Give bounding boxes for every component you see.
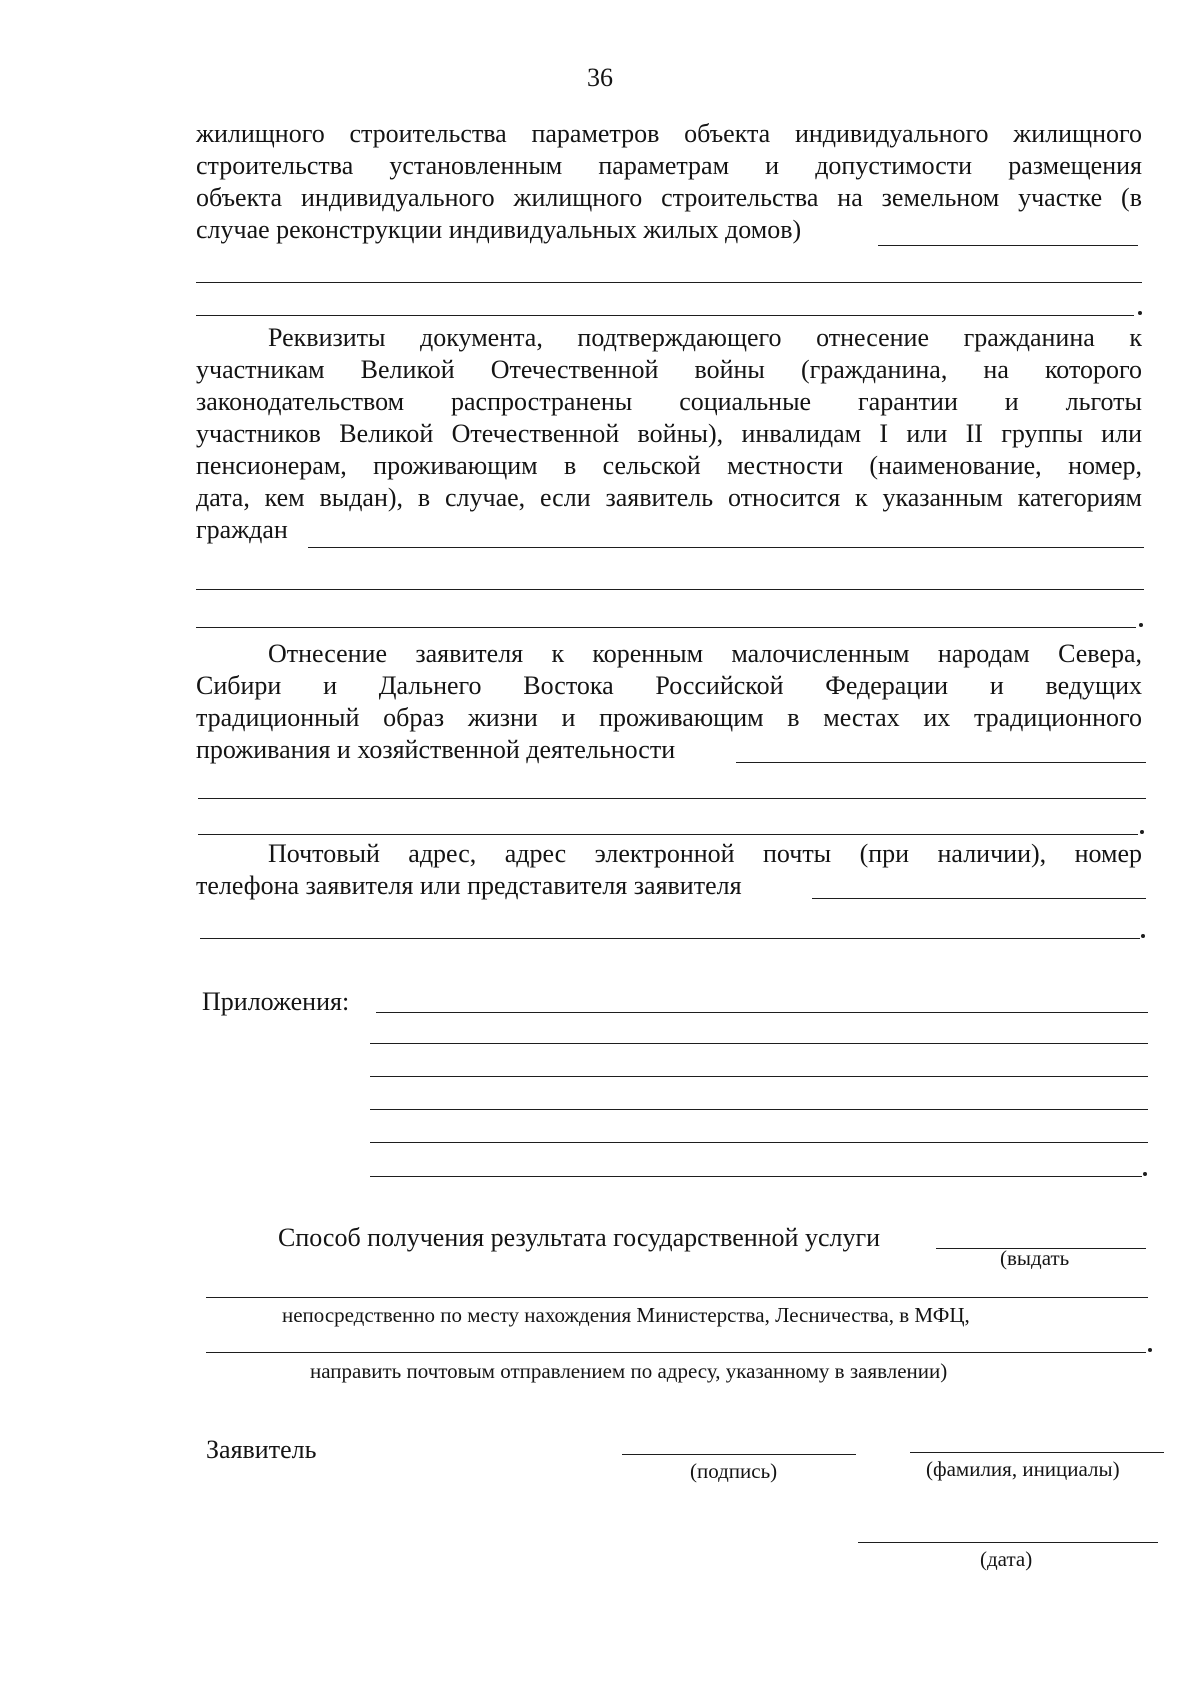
- fill-line[interactable]: [198, 798, 1146, 799]
- page-number: 36: [587, 63, 613, 92]
- result-method-label: Способ получения результата государственной услуги: [278, 1223, 881, 1252]
- result-method-hint: направить почтовым отправлением по адресу, указанному в заявлении): [310, 1359, 948, 1383]
- text-line: участникам Великой Отечественной войны (гражданина, на которого: [196, 355, 1142, 384]
- section-construction-params: [196, 118, 1142, 246]
- fill-line[interactable]: [878, 245, 1138, 246]
- signature-line[interactable]: [622, 1454, 856, 1455]
- attachment-line[interactable]: [370, 1176, 1142, 1177]
- signature-caption: (подпись): [690, 1459, 778, 1483]
- section-indigenous-status: [196, 638, 1142, 766]
- text-line: пенсионерам, проживающим в сельской местности (наименование, номер,: [196, 451, 1142, 480]
- section-contacts: [196, 838, 1142, 902]
- date-caption: (дата): [980, 1547, 1033, 1571]
- result-method-line[interactable]: [206, 1297, 1148, 1298]
- text-line: жилищного строительства параметров объекта индивидуального жилищного: [196, 119, 1142, 148]
- text-line: Отнесение заявителя к коренным малочисленным народам Севера,: [268, 639, 1142, 668]
- result-method-hint: непосредственно по месту нахождения Министерства, Лесничества, в МФЦ,: [282, 1303, 970, 1327]
- text-line: участников Великой Отечественной войны), инвалидам I или II группы или: [196, 419, 1142, 448]
- fill-line[interactable]: [200, 938, 1140, 939]
- name-caption: (фамилия, инициалы): [926, 1457, 1120, 1481]
- attachments-label: Приложения:: [202, 987, 350, 1016]
- text-line: проживания и хозяйственной деятельности: [196, 735, 676, 764]
- text-line: Сибири и Дальнего Востока Российской Федерации и ведущих: [196, 671, 1142, 700]
- period-mark: [1140, 830, 1144, 834]
- fill-line[interactable]: [308, 547, 1144, 548]
- text-line: случае реконструкции индивидуальных жилых домов): [196, 215, 802, 244]
- result-method-line[interactable]: [206, 1352, 1146, 1353]
- period-mark: [1143, 1172, 1147, 1176]
- text-line: строительства установленным параметрам и допустимости размещения: [196, 151, 1142, 180]
- fill-line[interactable]: [812, 898, 1146, 899]
- period-mark: [1138, 311, 1142, 315]
- text-line: Реквизиты документа, подтверждающего отнесение гражданина к: [268, 323, 1142, 352]
- fill-line[interactable]: [196, 315, 1134, 316]
- fill-line[interactable]: [198, 834, 1138, 835]
- attachment-line[interactable]: [370, 1043, 1148, 1044]
- text-line: дата, кем выдан), в случае, если заявитель относится к указанным категориям: [196, 483, 1142, 512]
- text-line: законодательством распространены социальные гарантии и льготы: [196, 387, 1142, 416]
- period-mark: [1148, 1348, 1152, 1352]
- date-line[interactable]: [858, 1542, 1158, 1543]
- result-method-hint: (выдать: [1000, 1246, 1070, 1270]
- text-line: телефона заявителя или представителя заявителя: [196, 871, 742, 900]
- period-mark: [1141, 934, 1145, 938]
- fill-line[interactable]: [196, 627, 1136, 628]
- text-line: объекта индивидуального жилищного строительства на земельном участке (в: [196, 183, 1142, 212]
- attachment-line[interactable]: [370, 1142, 1148, 1143]
- fill-line[interactable]: [196, 589, 1144, 590]
- text-line: граждан: [196, 515, 288, 544]
- section-veteran-docs: [196, 322, 1142, 546]
- text-line: Почтовый адрес, адрес электронной почты (при наличии), номер: [268, 839, 1142, 868]
- text-line: традиционный образ жизни и проживающим в местах их традиционного: [196, 703, 1142, 732]
- fill-line[interactable]: [196, 282, 1142, 283]
- name-line[interactable]: [910, 1452, 1164, 1453]
- applicant-label: Заявитель: [206, 1435, 317, 1464]
- attachment-line[interactable]: [370, 1109, 1148, 1110]
- period-mark: [1139, 623, 1143, 627]
- attachment-line[interactable]: [376, 1012, 1148, 1013]
- attachment-line[interactable]: [370, 1076, 1148, 1077]
- fill-line[interactable]: [736, 762, 1146, 763]
